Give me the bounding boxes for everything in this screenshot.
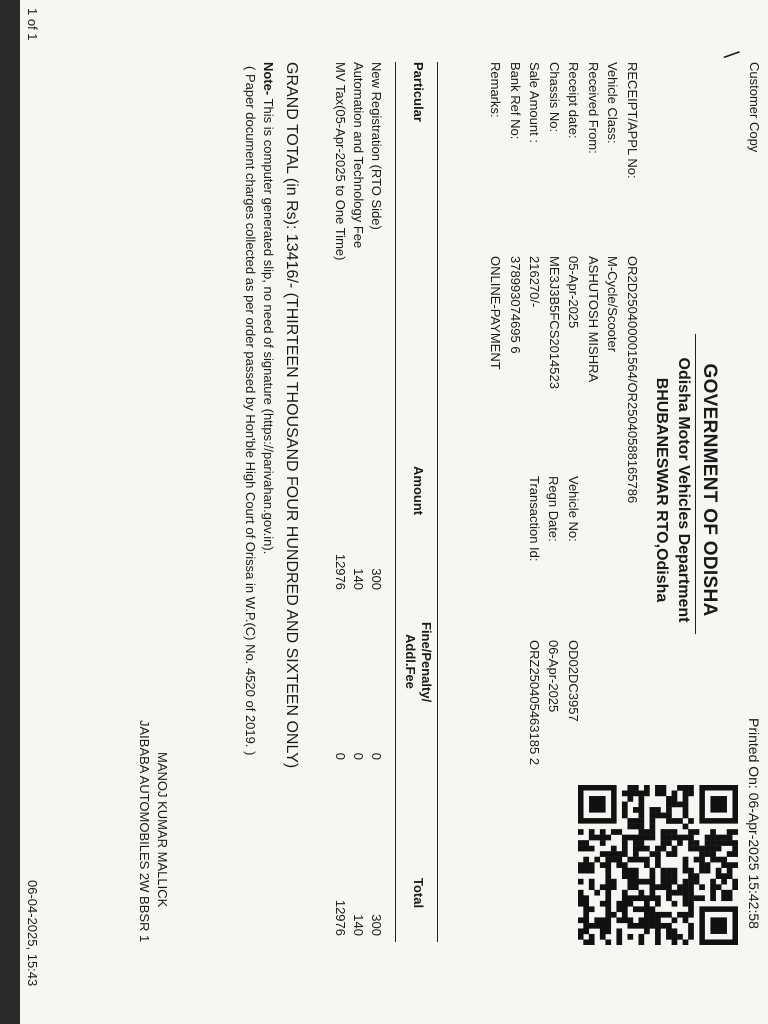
field-label: RECEIPT/APPL No:: [625, 62, 640, 179]
note: [261, 62, 276, 554]
header-government: GOVERNMENT OF ODISHA: [699, 363, 720, 617]
field-value: 05-Apr-2025: [566, 256, 582, 329]
field-label: Sale Amount :: [527, 62, 543, 143]
field-label: Transaction Id:: [527, 476, 542, 562]
signatory-name: MANOJ KUMAR MALLICK: [155, 752, 170, 908]
table-top-rule: [437, 62, 438, 942]
print-datetime: 06-04-2025, 15:43: [25, 880, 40, 987]
receipt-sheet: [20, 0, 768, 1024]
cell-fine: 0: [333, 752, 348, 760]
col-total: Total: [411, 878, 426, 909]
qr-code: [578, 785, 738, 945]
col-amount: Amount: [411, 466, 426, 516]
cell-total: 140: [351, 914, 366, 936]
cell-particular: MV Tax(05-Apr-2025 to One Time): [333, 62, 348, 261]
page-edge: [0, 0, 20, 1024]
field-value: 06-Apr-2025: [546, 640, 562, 713]
col-fine-line2: Addl.Fee: [403, 634, 418, 689]
page-indicator: 1 of 1: [25, 8, 40, 41]
check-mark: /: [719, 45, 744, 65]
field-value: ORZ250405463185 2: [527, 640, 542, 766]
cell-amount: 140: [351, 568, 366, 590]
field-value: 216270/-: [527, 256, 543, 308]
printed-on: Printed On: 06-Apr-2025 15:42:58: [746, 718, 762, 929]
header-department: Odisha Motor Vehicles Department: [675, 357, 692, 623]
field-value: ASHUTOSH MISHRA: [586, 256, 601, 383]
field-value: ONLINE-PAYMENT: [488, 256, 504, 370]
header-rto: BHUBANESWAR RTO,Odisha: [653, 377, 670, 603]
field-label: Received From:: [586, 62, 601, 154]
cell-total: 12976: [333, 899, 348, 936]
receipt-paper: [20, 0, 768, 1024]
col-fine-line1: Fine/Penalty/: [419, 622, 434, 703]
paper-charges-note: ( Paper document charges collected as per order passed by Hon'ble High Court of Orissa in W.P.(C) No. 4520 of 2019. ): [243, 66, 258, 756]
table-header-rule: [395, 62, 396, 942]
cell-particular: Automation and Technology Fee: [351, 62, 366, 249]
field-value: OR2D250400001564/OR25040588165786: [625, 256, 640, 504]
header-underline: [695, 334, 696, 634]
cell-amount: 12976: [333, 553, 348, 590]
note-label: Note-: [261, 62, 276, 96]
field-value: M-Cycle/Scooter: [605, 256, 621, 353]
cell-fine: 0: [369, 752, 384, 760]
col-particular: Particular: [411, 62, 426, 122]
field-label: Vehicle No:: [566, 476, 581, 542]
cell-particular: New Registration (RTO Side): [369, 62, 384, 230]
cell-amount: 300: [369, 568, 384, 590]
cell-fine: 0: [351, 752, 366, 760]
field-value: ME3J3B5FCS2014523: [547, 256, 562, 389]
field-label: Receipt date:: [566, 62, 582, 139]
field-label: Bank Ref No:: [508, 62, 523, 140]
note-text: This is computer generated slip, no need of signature (https://parivahan.gov.in).: [261, 98, 276, 555]
cell-total: 300: [369, 914, 384, 936]
field-label: Remarks:: [488, 62, 504, 118]
grand-total: GRAND TOTAL (in Rs): 13416/- (THIRTEEN THOUSAND FOUR HUNDRED AND SIXTEEN ONLY): [283, 62, 300, 769]
field-label: Regn Date:: [546, 476, 562, 542]
field-label: Chassis No:: [547, 62, 562, 133]
signatory-dealer: JAIBABA AUTOMOBILES 2W BBSR 1: [137, 720, 152, 943]
copy-label: Customer Copy: [747, 62, 762, 153]
field-value: 378993074695 6: [508, 256, 523, 354]
field-label: Vehicle Class:: [605, 62, 621, 144]
field-value: OD02DC3957: [566, 640, 581, 722]
